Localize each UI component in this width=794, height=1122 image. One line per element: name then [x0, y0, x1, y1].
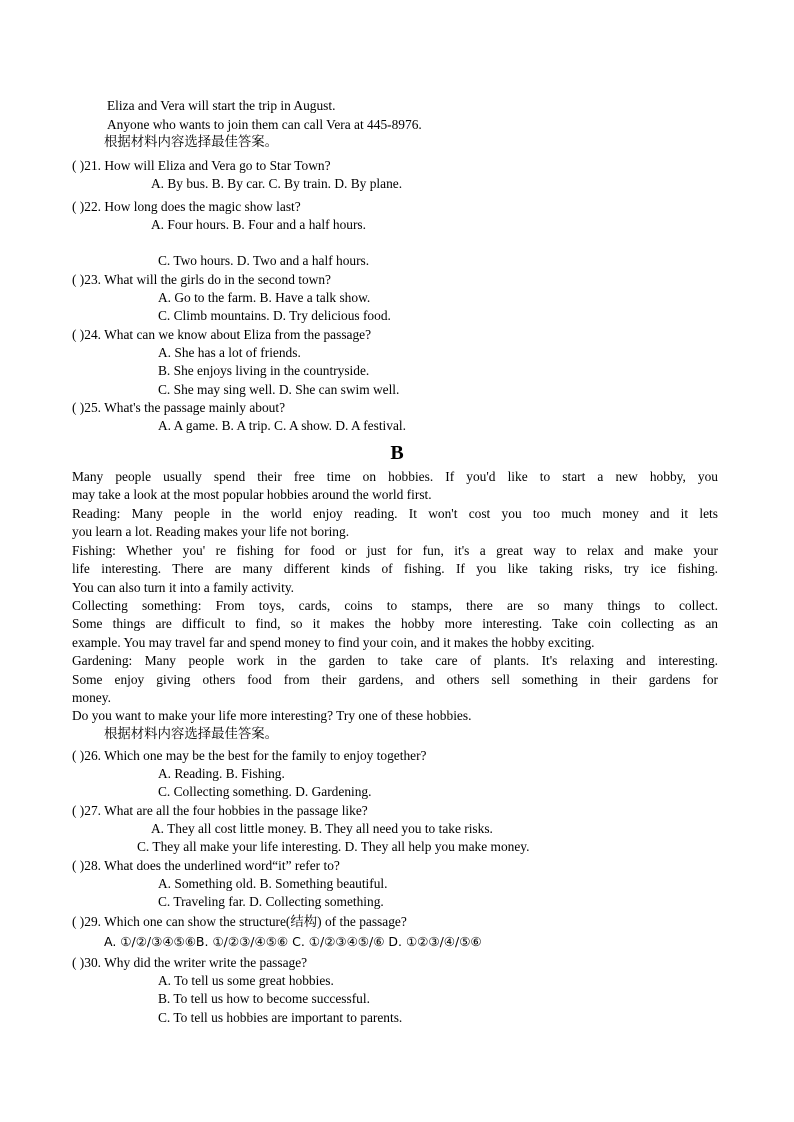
question-29-options: A. ①/②/③④⑤⑥B. ①/②③/④⑤⑥ C. ①/②③④⑤/⑥ D. ①②③/④/⑤⑥	[104, 934, 482, 949]
question-27-options-2: C. They all make your life interesting. D. They all help you make money.	[137, 839, 530, 854]
question-23-options-2: C. Climb mountains. D. Try delicious food.	[158, 308, 391, 323]
question-22-options-1: A. Four hours. B. Four and a half hours.	[151, 217, 366, 232]
question-21-stem: ( )21. How will Eliza and Vera go to Star Town?	[72, 158, 331, 173]
intro-line-1: Eliza and Vera will start the trip in August.	[107, 98, 336, 113]
passage-line: You can also turn it into a family activity.	[72, 580, 295, 595]
passage-line: Fishing: Whether you' re fishing for food or just for fun, it's a great way to relax and make your	[72, 543, 718, 558]
question-26-options-1: A. Reading. B. Fishing.	[158, 766, 285, 781]
question-25-stem: ( )25. What's the passage mainly about?	[72, 400, 286, 415]
question-29-stem: ( )29. Which one can show the structure(结构) of the passage?	[72, 914, 407, 929]
question-23-stem: ( )23. What will the girls do in the second town?	[72, 272, 331, 287]
passage-line: you learn a lot. Reading makes your life not boring.	[72, 524, 350, 539]
question-28-options-2: C. Traveling far. D. Collecting something.	[158, 894, 384, 909]
question-21-options: A. By bus. B. By car. C. By train. D. By plane.	[151, 176, 403, 191]
question-24-options-1: A. She has a lot of friends.	[158, 345, 301, 360]
question-30-options-3: C. To tell us hobbies are important to parents.	[158, 1010, 403, 1025]
question-28-options-1: A. Something old. B. Something beautiful.	[158, 876, 388, 891]
question-30-stem: ( )30. Why did the writer write the passage?	[72, 955, 308, 970]
passage-line: may take a look at the most popular hobbies around the world first.	[72, 487, 432, 502]
question-22-stem: ( )22. How long does the magic show last?	[72, 199, 301, 214]
passage-line: Reading: Many people in the world enjoy reading. It won't cost you too much money and it lets	[72, 506, 718, 521]
question-28-stem: ( )28. What does the underlined word“it” refer to?	[72, 858, 340, 873]
question-23-options-1: A. Go to the farm. B. Have a talk show.	[158, 290, 371, 305]
passage-line: life interesting. There are many different kinds of fishing. If you like taking risks, try ice fishing.	[72, 561, 718, 576]
question-26-stem: ( )26. Which one may be the best for the family to enjoy together?	[72, 748, 427, 763]
instruction-b: 根据材料内容选择最佳答案。	[104, 727, 279, 742]
question-24-options-3: C. She may sing well. D. She can swim well.	[158, 382, 400, 397]
question-24-stem: ( )24. What can we know about Eliza from the passage?	[72, 327, 372, 342]
intro-line-2: Anyone who wants to join them can call Vera at 445-8976.	[107, 117, 422, 132]
passage-line: Gardening: Many people work in the garden to take care of plants. It's relaxing and interesting.	[72, 653, 718, 668]
passage-line: Do you want to make your life more interesting? Try one of these hobbies.	[72, 708, 472, 723]
question-30-options-2: B. To tell us how to become successful.	[158, 991, 370, 1006]
passage-line: money.	[72, 690, 111, 705]
question-22-options-2: C. Two hours. D. Two and a half hours.	[158, 253, 370, 268]
question-27-stem: ( )27. What are all the four hobbies in the passage like?	[72, 803, 368, 818]
instruction-a: 根据材料内容选择最佳答案。	[104, 135, 279, 150]
passage-line: Collecting something: From toys, cards, coins to stamps, there are so many things to collect.	[72, 598, 718, 613]
passage-line: Some things are difficult to find, so it makes the hobby more interesting. Take coin collecting as an	[72, 616, 718, 631]
question-25-options: A. A game. B. A trip. C. A show. D. A festival.	[158, 418, 406, 433]
section-b-heading: B	[390, 442, 404, 464]
passage-line: Some enjoy giving others food from their gardens, and others sell something in their gardens for	[72, 672, 718, 687]
question-30-options-1: A. To tell us some great hobbies.	[158, 973, 334, 988]
passage-line: example. You may travel far and spend money to find your coin, and it makes the hobby exciting.	[72, 635, 595, 650]
question-27-options-1: A. They all cost little money. B. They all need you to take risks.	[151, 821, 493, 836]
question-24-options-2: B. She enjoys living in the countryside.	[158, 363, 370, 378]
passage-line: Many people usually spend their free time on hobbies. If you'd like to start a new hobby, you	[72, 469, 718, 484]
question-26-options-2: C. Collecting something. D. Gardening.	[158, 784, 372, 799]
